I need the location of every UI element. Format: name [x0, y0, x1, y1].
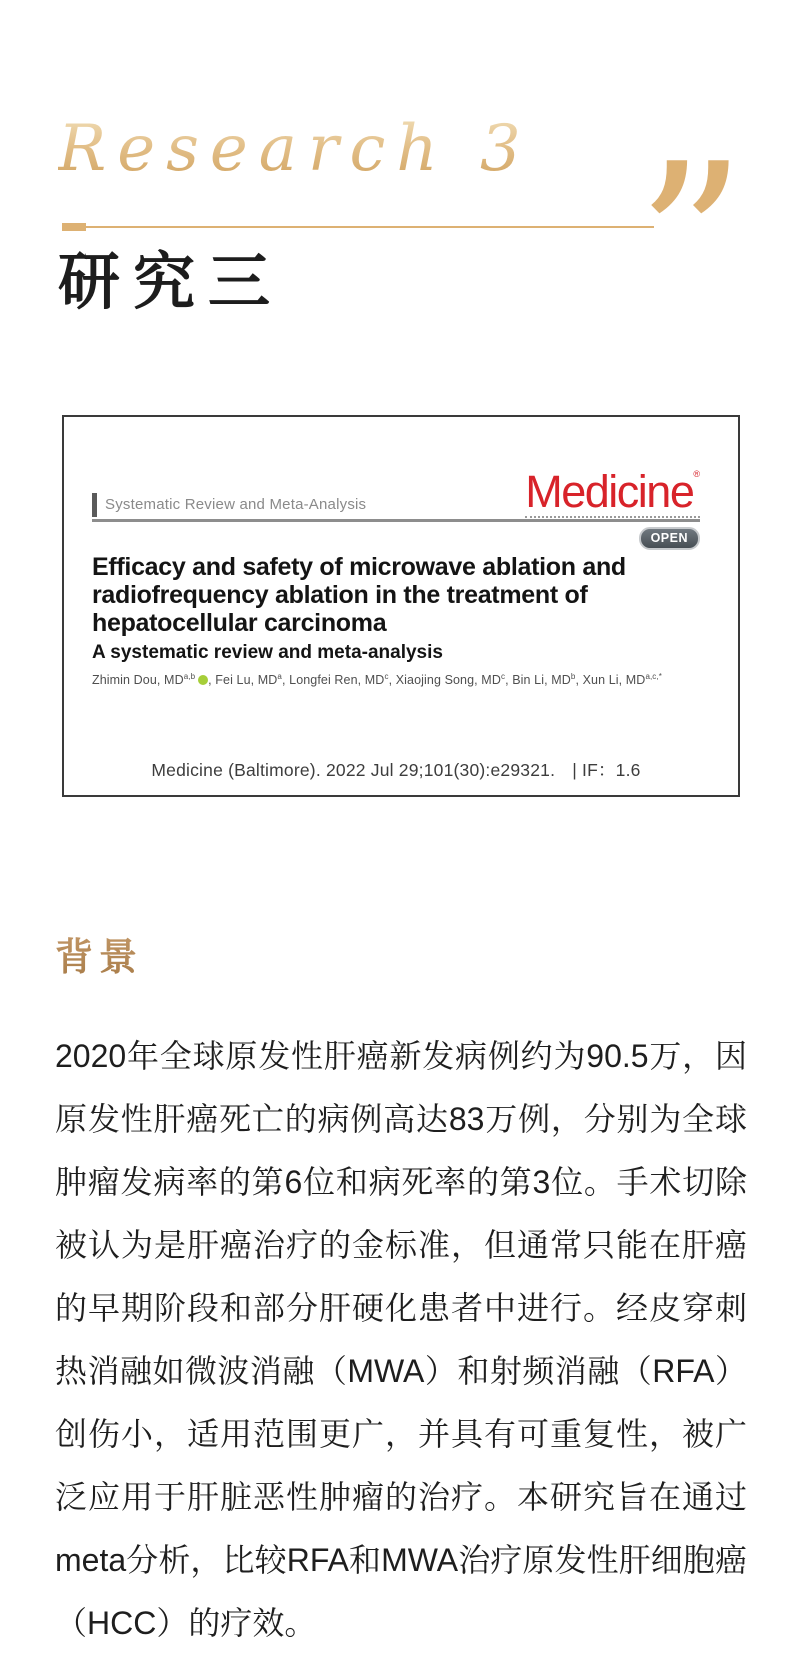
citation-line: [92, 757, 700, 782]
badge-row: [92, 527, 700, 551]
divider-line: [86, 226, 654, 228]
journal-category-label: Systematic Review and Meta-Analysis: [92, 493, 366, 517]
orcid-icon: [198, 675, 208, 685]
section-title: 研究三: [58, 249, 284, 317]
author: Bin Li, $MD^b$: [512, 672, 576, 688]
background-paragraph: 2020年全球原发性肝癌新发病例约为90.5万，因原发性肝癌死亡的病例高达83万例，分别为全球肿瘤发病率的第6位和病死率的第3位。手术切除被认为是肝癌治疗的金标准，但通常只能在肝癌的早期阶段和部分肝硬化患者中进行。经皮穿刺热消融如微波消融（MWA）和射频消融（RFA）创伤小，适用范围更广，并具有可重复性，被广泛应用于肝脏恶性肿瘤的治疗。本研究旨在通过meta分析，比较RFA和MWA治疗原发性肝细胞癌（HCC）的疗效。: [55, 1038, 747, 1641]
paper-subtitle: A systematic review and meta-analysis: [92, 642, 443, 663]
author: Fei Lu, $MD^a$: [215, 672, 282, 688]
quote-mark-icon: ”: [636, 117, 746, 368]
paper-title: [92, 553, 700, 637]
registered-mark: ®: [693, 469, 700, 479]
citation-text: Medicine (Baltimore). 2022 Jul 29;101(30):e29321.: [151, 760, 556, 781]
paper-title-line-2: radiofrequency ablation in the treatment of: [92, 581, 588, 609]
gold-divider: [62, 223, 654, 231]
background-heading: 背景: [55, 926, 143, 981]
author: Longfei Ren, $MD^c$: [289, 672, 389, 688]
journal-logo-wrap: [525, 466, 700, 518]
divider-accent-block: [62, 223, 86, 231]
header-horizontal-rule: [92, 519, 700, 522]
journal-article-card: [62, 415, 740, 797]
journal-header: [92, 466, 700, 518]
author: Zhimin Dou, MD$^{a,b}$: [92, 673, 208, 687]
medicine-journal-logo: Medicine: [525, 466, 694, 517]
open-access-badge: OPEN: [639, 527, 700, 550]
author: Xiaojing Song, $MD^c$: [395, 672, 506, 688]
research-script-title: Research 3: [58, 112, 532, 186]
paper-title-line-1: Efficacy and safety of microwave ablation and: [92, 553, 626, 581]
author: Xun Li, $MD^{a,c,*}$: [582, 672, 662, 688]
impact-factor: | IF：1.6: [572, 760, 641, 781]
paper-title-line-3: hepatocellular carcinoma: [92, 609, 387, 637]
author-list: Zhimin Dou, MD$^{a,b}$ , Fei Lu, $MD^a$, Longfei Ren, $MD^c$, Xiaojing Song, $MD^c$, Bin Li, $MD^b$, Xun Li, $MD^{a,c,*}$: [92, 672, 662, 688]
